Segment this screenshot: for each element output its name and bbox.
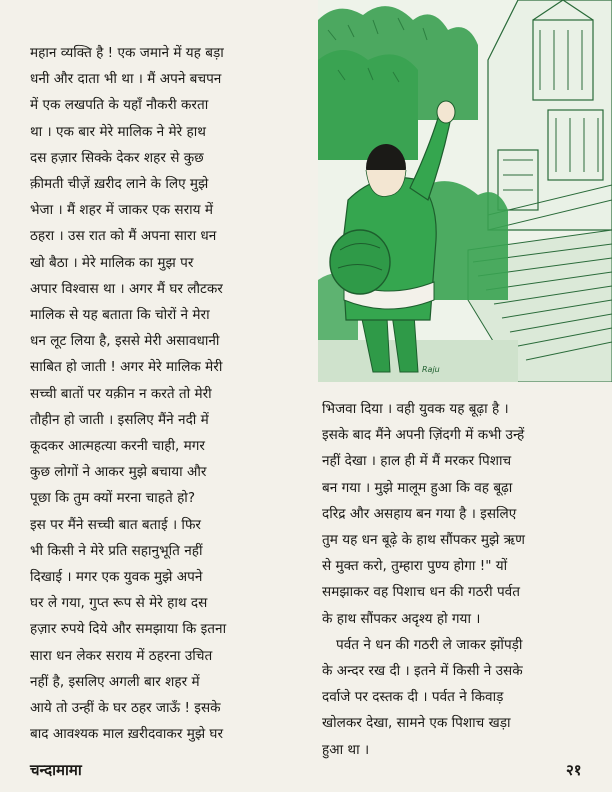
text-line: समझाकर वह पिशाच धन की गठरी पर्वत — [322, 584, 520, 601]
page-number: २१ — [566, 761, 582, 779]
text-line: कुछ लोगों ने आकर मुझे बचाया और — [30, 464, 207, 481]
text-line: क़ीमती चीज़ें ख़रीद लाने के लिए मुझे — [30, 176, 209, 193]
text-line: सारा धन लेकर सराय में ठहरना उचित — [30, 647, 213, 664]
text-line: ठहरा । उस रात को मैं अपना सारा धन — [30, 228, 217, 245]
artist-signature: Raju — [422, 365, 440, 374]
text-line: धन लूट लिया है, इससे मेरी असावधानी — [30, 333, 220, 350]
text-line: मालिक से यह बताता कि चोरों ने मेरा — [30, 307, 210, 324]
text-line: भी किसी ने मेरे प्रति सहानुभूति नहीं — [30, 542, 203, 559]
text-line: दरिद्र और असहाय बन गया है । इसलिए — [322, 505, 517, 522]
text-line: नहीं देखा । हाल ही में मैं मरकर पिशाच — [322, 453, 512, 470]
text-line: हज़ार रुपये दिये और समझाया कि इतना — [30, 621, 227, 638]
right-text-column — [322, 396, 598, 763]
text-line: दर्वाजे पर दस्तक दी । पर्वत ने किवाड़ — [322, 689, 504, 706]
text-line: पूछा कि तुम क्यों मरना चाहते हो? — [30, 490, 196, 507]
text-line: के अन्दर रख दी । इतने में किसी ने उसके — [322, 663, 523, 680]
left-text-column — [30, 40, 300, 747]
text-line: अपार विश्वास था । अगर मैं घर लौटकर — [30, 280, 223, 297]
story-illustration — [318, 0, 612, 382]
text-line: से मुक्त करो, तुम्हारा पुण्य होगा !" यों — [322, 558, 508, 575]
text-line: घर ले गया, गुप्त रूप से मेरे हाथ दस — [30, 595, 208, 612]
text-line: दिखाई । मगर एक युवक मुझे अपने — [30, 569, 203, 586]
text-line: खो बैठा । मेरे मालिक का मुझ पर — [30, 254, 194, 271]
text-line: तुम यह धन बूढ़े के हाथ सौंपकर मुझे ऋण — [322, 532, 525, 549]
text-line: भिजवा दिया । वही युवक यह बूढ़ा है । — [322, 401, 509, 417]
text-line: धनी और दाता भी था । मैं अपने बचपन — [30, 71, 222, 88]
text-line: सच्ची बातों पर यक़ीन न करते तो मेरी — [30, 385, 212, 402]
text-line: के हाथ सौंपकर अदृश्य हो गया । — [322, 610, 481, 627]
text-line: हुआ था । — [322, 741, 370, 758]
text-line: बन गया । मुझे मालूम हुआ कि वह बूढ़ा — [322, 479, 513, 496]
text-line: था । एक बार मेरे मालिक ने मेरे हाथ — [30, 123, 206, 140]
text-line: तौहीन हो जाती । इसलिए मैंने नदी में — [30, 411, 209, 428]
text-line: बाद आवश्यक माल ख़रीदवाकर मुझे घर — [30, 726, 224, 743]
text-line: पर्वत ने धन की गठरी ले जाकर झोंपड़ी — [336, 636, 523, 653]
text-line: भेजा । मैं शहर में जाकर एक सराय में — [30, 202, 214, 219]
text-line: इस पर मैंने सच्ची बात बताई । फिर — [30, 516, 201, 533]
text-line: दस हज़ार सिक्के देकर शहर से कुछ — [30, 149, 204, 166]
magazine-name: चन्दामामा — [30, 761, 82, 779]
text-line: इसके बाद मैंने अपनी ज़िंदगी में कभी उन्हें — [322, 427, 525, 444]
text-line: महान व्यक्ति है ! एक जमाने में यह बड़ा — [30, 45, 224, 61]
text-line: आये तो उन्हीं के घर ठहर जाऊँ ! इसके — [30, 700, 221, 717]
text-line: नहीं है, इसलिए अगली बार शहर में — [30, 673, 200, 690]
text-line: साबित हो जाती ! अगर मेरे मालिक मेरी — [30, 359, 223, 376]
text-line: कूदकर आत्महत्या करनी चाही, मगर — [30, 438, 205, 455]
text-line: में एक लखपति के यहाँ नौकरी करता — [30, 97, 209, 114]
text-line: खोलकर देखा, सामने एक पिशाच खड़ा — [322, 715, 511, 732]
